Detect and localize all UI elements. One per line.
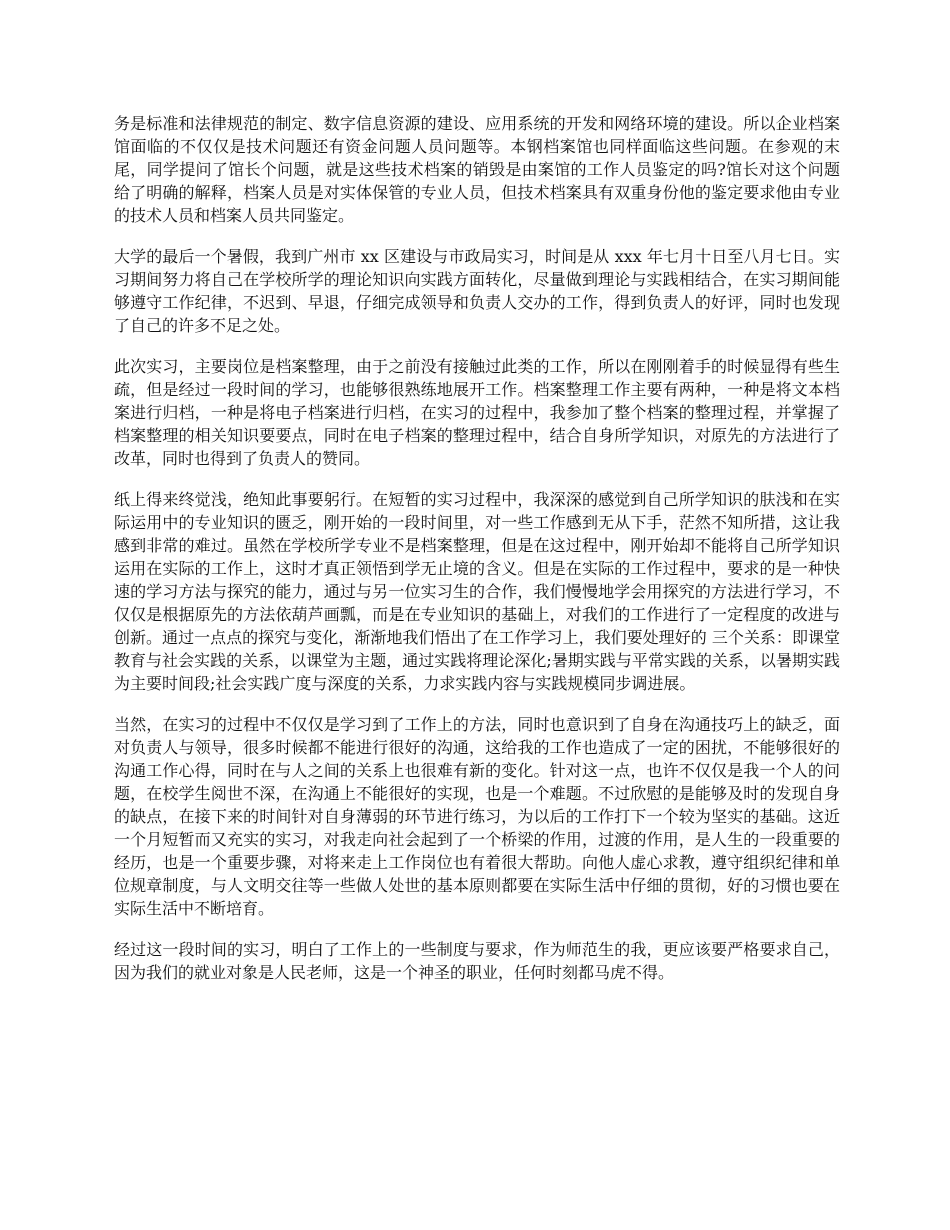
paragraph-3: 此次实习，主要岗位是档案整理，由于之前没有接触过此类的工作，所以在刚刚着手的时候显得有些生疏，但是经过一段时间的学习，也能够很熟练地展开工作。档案整理工作主要有两种，一种是将文本档案进行归档，一种是将电子档案进行归档，在实习的过程中，我参加了整个档案的整理过程，并掌握了档案整理的相关知识要要点，同时在电子档案的整理过程中，结合自身所学知识，对原先的方法进行了改革，同时也得到了负责人的赞同。: [114, 357, 840, 468]
paragraph-6: 经过这一段时间的实习，明白了工作上的一些制度与要求，作为师范生的我，更应该要严格要求自己，因为我们的就业对象是人民老师，这是一个神圣的职业，任何时刻都马虎不得。: [114, 940, 840, 982]
paragraph-4: 纸上得来终觉浅，绝知此事要躬行。在短暂的实习过程中，我深深的感觉到自己所学知识的肤浅和在实际运用中的专业知识的匮乏，刚开始的一段时间里，对一些工作感到无从下手，茫然不知所措，这让我感到非常的难过。虽然在学校所学专业不是档案整理，但是在这过程中，刚开始却不能将自己所学知识运用在实际的工作上，这时才真正领悟到学无止境的含义。但是在实际的工作过程中，要求的是一种快速的学习方法与探究的能力，通过与另一位实习生的合作，我们慢慢地学会用探究的方法进行学习，不仅仅是根据原先的方法依葫芦画瓢，而是在专业知识的基础上，对我们的工作进行了一定程度的改进与创新。通过一点点的探究与变化，渐渐地我们悟出了在工作学习上，我们要处理好的 三个关系：即课堂教育与社会实践的关系，以课堂为主题，通过实践将理论深化;暑期实践与平常实践的关系，以暑期实践为主要时间段;社会实践广度与深度的关系，力求实践内容与实践规模同步调进展。: [114, 490, 840, 693]
document-body: [114, 112, 840, 1002]
paragraph-5: 当然，在实习的过程中不仅仅是学习到了工作上的方法，同时也意识到了自身在沟通技巧上的缺乏，面对负责人与领导，很多时候都不能进行很好的沟通，这给我的工作也造成了一定的困扰，不能够很好的沟通工作心得，同时在与人之间的关系上也很难有新的变化。针对这一点，也许不仅仅是我一个人的问题，在校学生阅世不深，在沟通上不能很好的实现，也是一个难题。不过欣慰的是能够及时的发现自身的缺点，在接下来的时间针对自身薄弱的环节进行练习，为以后的工作打下一个较为坚实的基础。这近一个月短暂而又充实的实习，对我走向社会起到了一个桥梁的作用，过渡的作用，是人生的一段重要的经历，也是一个重要步骤，对将来走上工作岗位也有着很大帮助。向他人虚心求教，遵守组织纪律和单位规章制度，与人文明交往等一些做人处世的基本原则都要在实际生活中仔细的贯彻，好的习惯也要在实际生活中不断培育。: [114, 715, 840, 918]
paragraph-1: 务是标准和法律规范的制定、数字信息资源的建设、应用系统的开发和网络环境的建设。所以企业档案馆面临的不仅仅是技术问题还有资金问题人员问题等。本钢档案馆也同样面临这些问题。在参观的末尾，同学提问了馆长个问题，就是这些技术档案的销毁是由案馆的工作人员鉴定的吗?馆长对这个问题给了明确的解释，档案人员是对实体保管的专业人员，但技术档案具有双重身份他的鉴定要求他由专业的技术人员和档案人员共同鉴定。: [114, 114, 840, 225]
paragraph-2: 大学的最后一个暑假，我到广州市 xx 区建设与市政局实习，时间是从 xxx 年七月十日至八月七日。实习期间努力将自己在学校所学的理论知识向实践方面转化，尽量做到理论与实践相结合，在实习期间能够遵守工作纪律，不迟到、早退，仔细完成领导和负责人交办的工作，得到负责人的好评，同时也发现了自己的许多不足之处。: [114, 247, 840, 335]
